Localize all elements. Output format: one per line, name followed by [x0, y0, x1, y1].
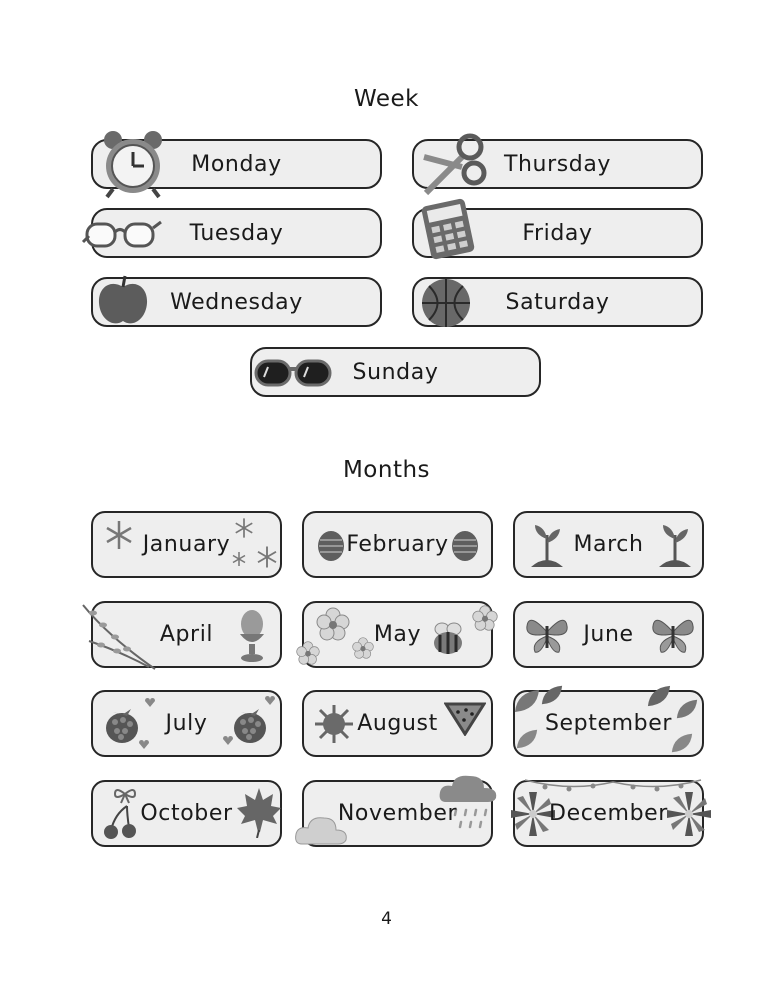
day-label: Wednesday	[170, 289, 303, 315]
sunglasses-icon	[254, 355, 332, 389]
blossom-icon	[472, 605, 498, 631]
month-card-september	[513, 690, 704, 757]
maple-leaf-icon	[237, 786, 281, 838]
day-label: Monday	[191, 151, 282, 177]
month-card-june	[513, 601, 704, 668]
month-card-december	[513, 780, 704, 847]
page-number: 4	[381, 909, 392, 929]
month-label: June	[583, 622, 634, 647]
sun-icon	[314, 704, 354, 744]
month-card-january	[91, 511, 282, 578]
month-card-november	[302, 780, 493, 847]
alarm-clock-icon	[98, 127, 168, 199]
scissors-icon	[416, 131, 488, 197]
pinecone-icon	[316, 528, 346, 562]
apple-icon	[95, 273, 151, 329]
watermelon-slice-icon	[444, 700, 486, 736]
day-card-friday	[412, 208, 703, 258]
heart-icon	[139, 740, 149, 749]
month-card-february	[302, 511, 493, 578]
blossom-icon	[352, 637, 374, 659]
snowflake-icon	[255, 545, 279, 569]
eyeglasses-icon	[81, 214, 163, 254]
month-card-october	[91, 780, 282, 847]
month-card-july	[91, 690, 282, 757]
leaf-icon	[675, 698, 699, 720]
day-label: Sunday	[352, 359, 439, 385]
day-card-monday	[91, 139, 382, 189]
day-label: Thursday	[503, 151, 612, 177]
basketball-icon	[420, 277, 472, 329]
leaf-icon	[513, 688, 541, 714]
snowflake-icon	[231, 551, 247, 567]
calculator-icon	[416, 196, 480, 262]
pinecone-icon	[450, 528, 480, 562]
leaf-icon	[515, 728, 539, 750]
blossom-icon	[316, 607, 350, 641]
day-card-thursday	[412, 139, 703, 189]
bee-icon	[428, 621, 468, 657]
raspberry-icon	[231, 704, 269, 744]
butterfly-icon	[523, 612, 571, 656]
snowflake-icon	[233, 517, 255, 539]
month-label: November	[337, 801, 458, 826]
month-card-march	[513, 511, 704, 578]
leaf-icon	[539, 684, 565, 706]
heart-icon	[223, 736, 233, 745]
leaf-icon	[669, 732, 695, 754]
butterfly-icon	[649, 612, 697, 656]
month-label: July	[165, 711, 208, 736]
month-label: September	[544, 711, 672, 736]
snowflake-icon	[103, 519, 135, 551]
day-label: Friday	[522, 220, 593, 246]
blossom-icon	[296, 641, 320, 665]
day-card-sunday	[250, 347, 541, 397]
month-label: December	[549, 801, 668, 826]
month-label: March	[573, 532, 644, 557]
willow-branch-icon	[79, 601, 159, 673]
sprout-icon	[657, 519, 693, 569]
egg-cup-icon	[237, 608, 267, 664]
poinsettia-icon	[665, 790, 713, 838]
cherries-icon	[101, 804, 141, 840]
leaf-icon	[645, 684, 673, 708]
month-label: October	[140, 801, 233, 826]
heart-icon	[265, 696, 275, 705]
day-card-tuesday	[91, 208, 382, 258]
day-card-saturday	[412, 277, 703, 327]
day-label: Tuesday	[189, 220, 284, 246]
day-label: Saturday	[505, 289, 610, 315]
heart-icon	[145, 698, 155, 707]
month-label: January	[142, 532, 231, 557]
week-heading: Week	[353, 86, 419, 112]
raspberry-icon	[103, 704, 141, 744]
month-card-april	[91, 601, 282, 668]
month-label: April	[159, 622, 214, 647]
months-heading: Months	[342, 457, 431, 483]
sprout-icon	[529, 519, 565, 569]
month-label: August	[357, 711, 438, 736]
month-label: February	[346, 532, 449, 557]
day-card-wednesday	[91, 277, 382, 327]
bow-icon	[113, 786, 137, 804]
month-card-may	[302, 601, 493, 668]
month-label: May	[373, 622, 422, 647]
month-card-august	[302, 690, 493, 757]
